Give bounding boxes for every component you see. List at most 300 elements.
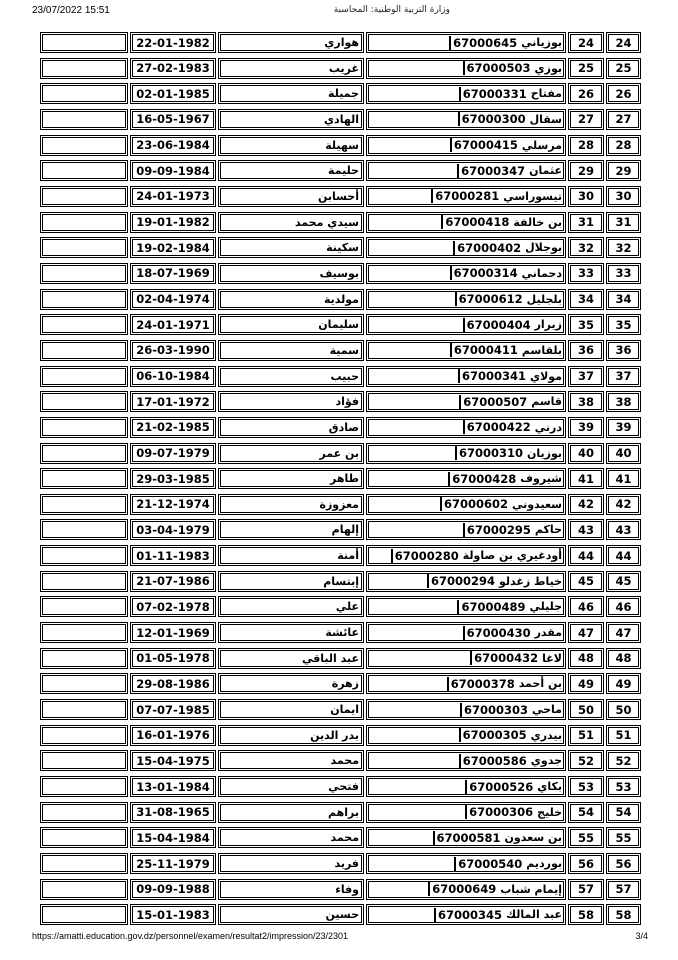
birth-date-cell: 18-07-1969 xyxy=(130,263,216,284)
row-number-cell: 50 xyxy=(606,699,641,720)
table-row xyxy=(40,877,641,903)
sequence-cell: 33 xyxy=(568,263,604,284)
birth-date-cell: 21-12-1974 xyxy=(130,494,216,515)
first-name-cell: فريد xyxy=(218,853,364,874)
sequence-cell: 43 xyxy=(568,519,604,540)
first-name-cell: وفاء xyxy=(218,879,364,900)
row-number-cell: 41 xyxy=(606,468,641,489)
last-name-cell xyxy=(366,83,566,104)
blank-cell xyxy=(40,289,128,310)
sequence-cell: 49 xyxy=(568,673,604,694)
blank-cell xyxy=(40,109,128,130)
first-name-cell: سيدي محمد xyxy=(218,212,364,233)
row-number-cell: 54 xyxy=(606,802,641,823)
candidate-code: 67000645 xyxy=(449,36,517,50)
birth-date-cell: 15-04-1975 xyxy=(130,750,216,771)
table-row xyxy=(40,107,641,133)
last-name-text: سقال xyxy=(529,112,562,126)
birth-date-cell: 01-05-1978 xyxy=(130,648,216,669)
first-name-cell: إلهام xyxy=(218,519,364,540)
birth-date-cell: 17-01-1972 xyxy=(130,391,216,412)
results-table xyxy=(40,30,641,928)
candidate-code: 67000489 xyxy=(457,600,525,614)
birth-date-cell: 16-05-1967 xyxy=(130,109,216,130)
table-row xyxy=(40,748,641,774)
sequence-cell: 44 xyxy=(568,545,604,566)
birth-date-cell: 15-01-1983 xyxy=(130,904,216,925)
blank-cell xyxy=(40,519,128,540)
sequence-cell: 32 xyxy=(568,237,604,258)
last-name-cell xyxy=(366,263,566,284)
row-number-cell: 31 xyxy=(606,212,641,233)
blank-cell xyxy=(40,340,128,361)
first-name-cell: محمد xyxy=(218,827,364,848)
blank-cell xyxy=(40,32,128,53)
last-name-cell xyxy=(366,212,566,233)
first-name-cell: أمنة xyxy=(218,545,364,566)
first-name-cell: سهيلة xyxy=(218,135,364,156)
table-row xyxy=(40,56,641,82)
table-row xyxy=(40,30,641,56)
table-row xyxy=(40,415,641,441)
last-name-cell xyxy=(366,391,566,412)
first-name-cell: جميلة xyxy=(218,83,364,104)
blank-cell xyxy=(40,802,128,823)
blank-cell xyxy=(40,494,128,515)
last-name-cell xyxy=(366,314,566,335)
birth-date-cell: 21-07-1986 xyxy=(130,571,216,592)
table-row xyxy=(40,825,641,851)
first-name-cell: بدر الدين xyxy=(218,725,364,746)
last-name-text: ماحي xyxy=(532,703,562,717)
last-name-text: بن خالفة xyxy=(513,215,562,229)
table-row xyxy=(40,723,641,749)
table-row xyxy=(40,697,641,723)
first-name-cell: بن عمر xyxy=(218,443,364,464)
row-number-cell: 38 xyxy=(606,391,641,412)
last-name-cell xyxy=(366,725,566,746)
row-number-cell: 51 xyxy=(606,725,641,746)
sequence-cell: 34 xyxy=(568,289,604,310)
blank-cell xyxy=(40,212,128,233)
last-name-text: بوزيان xyxy=(526,446,562,460)
blank-cell xyxy=(40,160,128,181)
sequence-cell: 52 xyxy=(568,750,604,771)
row-number-cell: 32 xyxy=(606,237,641,258)
birth-date-cell: 24-01-1973 xyxy=(130,186,216,207)
first-name-cell: مولدية xyxy=(218,289,364,310)
candidate-code: 67000540 xyxy=(454,857,522,871)
first-name-cell: هواري xyxy=(218,32,364,53)
candidate-code: 67000649 xyxy=(428,882,496,896)
table-row xyxy=(40,492,641,518)
sequence-cell: 40 xyxy=(568,443,604,464)
candidate-code: 67000306 xyxy=(465,805,533,819)
candidate-code: 67000411 xyxy=(450,343,518,357)
sequence-cell: 41 xyxy=(568,468,604,489)
row-number-cell: 36 xyxy=(606,340,641,361)
last-name-text: خياط زغدلو xyxy=(498,574,562,588)
sequence-cell: 36 xyxy=(568,340,604,361)
birth-date-cell: 19-02-1984 xyxy=(130,237,216,258)
table-row xyxy=(40,902,641,928)
row-number-cell: 48 xyxy=(606,648,641,669)
sequence-cell: 25 xyxy=(568,58,604,79)
candidate-code: 67000303 xyxy=(460,703,528,717)
candidate-code: 67000281 xyxy=(431,189,499,203)
birth-date-cell: 09-07-1979 xyxy=(130,443,216,464)
first-name-cell: سليمان xyxy=(218,314,364,335)
candidate-code: 67000507 xyxy=(459,395,527,409)
birth-date-cell: 29-08-1986 xyxy=(130,673,216,694)
table-row xyxy=(40,133,641,159)
last-name-text: مقدر xyxy=(534,626,562,640)
blank-cell xyxy=(40,58,128,79)
sequence-cell: 47 xyxy=(568,622,604,643)
sequence-cell: 31 xyxy=(568,212,604,233)
last-name-text: جليلي xyxy=(529,600,562,614)
sequence-cell: 27 xyxy=(568,109,604,130)
birth-date-cell: 31-08-1965 xyxy=(130,802,216,823)
last-name-cell xyxy=(366,340,566,361)
birth-date-cell: 16-01-1976 xyxy=(130,725,216,746)
first-name-cell: ايمان xyxy=(218,699,364,720)
first-name-cell: زهرة xyxy=(218,673,364,694)
last-name-text: إيمام شباب xyxy=(500,882,562,896)
row-number-cell: 34 xyxy=(606,289,641,310)
table-row xyxy=(40,517,641,543)
blank-cell xyxy=(40,571,128,592)
table-row xyxy=(40,441,641,467)
table-row xyxy=(40,338,641,364)
candidate-code: 67000314 xyxy=(450,266,518,280)
first-name-cell: سكينة xyxy=(218,237,364,258)
last-name-text: بورديم xyxy=(526,857,562,870)
row-number-cell: 55 xyxy=(606,827,641,848)
candidate-code: 67000378 xyxy=(447,677,515,691)
row-number-cell: 39 xyxy=(606,417,641,438)
blank-cell xyxy=(40,596,128,617)
blank-cell xyxy=(40,879,128,900)
row-number-cell: 37 xyxy=(606,366,641,387)
last-name-cell xyxy=(366,699,566,720)
blank-cell xyxy=(40,776,128,797)
birth-date-cell: 02-01-1985 xyxy=(130,83,216,104)
last-name-cell xyxy=(366,545,566,566)
table-row xyxy=(40,158,641,184)
sequence-cell: 37 xyxy=(568,366,604,387)
table-row xyxy=(40,774,641,800)
table-row xyxy=(40,184,641,210)
first-name-cell: حبيب xyxy=(218,366,364,387)
candidate-code: 67000402 xyxy=(453,241,521,255)
last-name-cell xyxy=(366,135,566,156)
sequence-cell: 45 xyxy=(568,571,604,592)
row-number-cell: 28 xyxy=(606,135,641,156)
blank-cell xyxy=(40,186,128,207)
sequence-cell: 48 xyxy=(568,648,604,669)
row-number-cell: 40 xyxy=(606,443,641,464)
table-row xyxy=(40,210,641,236)
first-name-cell: غريب xyxy=(218,58,364,79)
birth-date-cell: 01-11-1983 xyxy=(130,545,216,566)
sequence-cell: 39 xyxy=(568,417,604,438)
row-number-cell: 25 xyxy=(606,58,641,79)
sequence-cell: 50 xyxy=(568,699,604,720)
birth-date-cell: 15-04-1984 xyxy=(130,827,216,848)
first-name-cell: عائشة xyxy=(218,622,364,643)
page-number: 3/4 xyxy=(635,931,648,941)
last-name-cell xyxy=(366,853,566,874)
last-name-text: جدوي xyxy=(530,754,562,768)
candidate-code: 67000602 xyxy=(440,497,508,511)
print-datetime: 23/07/2022 15:51 xyxy=(32,5,110,16)
page-url: https://amatti.education.gov.dz/personnel/examen/resultat2/impression/23/2301 xyxy=(32,931,349,941)
candidate-code: 67000612 xyxy=(455,292,523,306)
birth-date-cell: 23-06-1984 xyxy=(130,135,216,156)
birth-date-cell: 26-03-1990 xyxy=(130,340,216,361)
table-row xyxy=(40,261,641,287)
table-row xyxy=(40,800,641,826)
last-name-text: زيرار xyxy=(534,318,562,332)
blank-cell xyxy=(40,263,128,284)
candidate-code: 67000422 xyxy=(463,420,531,434)
row-number-cell: 33 xyxy=(606,263,641,284)
first-name-cell: أحسابن xyxy=(218,186,364,207)
birth-date-cell: 27-02-1983 xyxy=(130,58,216,79)
last-name-cell xyxy=(366,571,566,592)
candidate-code: 67000305 xyxy=(459,728,527,742)
table-row xyxy=(40,81,641,107)
last-name-cell xyxy=(366,596,566,617)
candidate-code: 67000428 xyxy=(448,472,516,486)
blank-cell xyxy=(40,673,128,694)
candidate-code: 67000300 xyxy=(458,112,526,126)
blank-cell xyxy=(40,699,128,720)
candidate-code: 67000347 xyxy=(457,164,525,178)
first-name-cell: سمية xyxy=(218,340,364,361)
last-name-text: بكاي xyxy=(537,780,562,794)
last-name-text: قاسم xyxy=(531,395,562,409)
blank-cell xyxy=(40,725,128,746)
table-row xyxy=(40,620,641,646)
candidate-code: 67000581 xyxy=(433,831,501,845)
candidate-code: 67000586 xyxy=(459,754,527,768)
last-name-text: دحماني xyxy=(521,266,562,280)
row-number-cell: 52 xyxy=(606,750,641,771)
table-row xyxy=(40,235,641,261)
first-name-cell: صادق xyxy=(218,417,364,438)
first-name-cell: علي xyxy=(218,596,364,617)
table-row xyxy=(40,364,641,390)
row-number-cell: 30 xyxy=(606,186,641,207)
blank-cell xyxy=(40,83,128,104)
birth-date-cell: 07-02-1978 xyxy=(130,596,216,617)
row-number-cell: 47 xyxy=(606,622,641,643)
table-row xyxy=(40,466,641,492)
blank-cell xyxy=(40,750,128,771)
blank-cell xyxy=(40,443,128,464)
sequence-cell: 30 xyxy=(568,186,604,207)
last-name-text: لاغا xyxy=(542,651,562,665)
blank-cell xyxy=(40,545,128,566)
birth-date-cell: 06-10-1984 xyxy=(130,366,216,387)
blank-cell xyxy=(40,468,128,489)
row-number-cell: 57 xyxy=(606,879,641,900)
row-number-cell: 44 xyxy=(606,545,641,566)
last-name-text: بن سعدون xyxy=(504,831,562,845)
birth-date-cell: 12-01-1969 xyxy=(130,622,216,643)
birth-date-cell: 07-07-1985 xyxy=(130,699,216,720)
blank-cell xyxy=(40,135,128,156)
table-row xyxy=(40,312,641,338)
candidate-code: 67000294 xyxy=(427,574,495,588)
last-name-text: بلقاسم xyxy=(521,343,562,357)
row-number-cell: 26 xyxy=(606,83,641,104)
last-name-cell xyxy=(366,622,566,643)
last-name-cell xyxy=(366,879,566,900)
last-name-cell xyxy=(366,648,566,669)
first-name-cell: فؤاد xyxy=(218,391,364,412)
last-name-cell xyxy=(366,673,566,694)
last-name-cell xyxy=(366,776,566,797)
last-name-cell xyxy=(366,904,566,925)
blank-cell xyxy=(40,853,128,874)
last-name-text: مرسلي xyxy=(521,138,562,152)
last-name-text: مولاي xyxy=(530,369,562,383)
row-number-cell: 56 xyxy=(606,853,641,874)
candidate-code: 67000526 xyxy=(465,780,533,794)
last-name-text: بن أحمد xyxy=(518,677,562,691)
print-footer xyxy=(0,931,678,945)
table-row xyxy=(40,389,641,415)
blank-cell xyxy=(40,391,128,412)
print-title: وزارة التربية الوطنية: المحاسبة xyxy=(333,5,450,15)
table-row xyxy=(40,594,641,620)
candidate-code: 67000430 xyxy=(463,626,531,640)
sequence-cell: 35 xyxy=(568,314,604,335)
last-name-cell xyxy=(366,750,566,771)
last-name-text: شيروف xyxy=(520,472,562,486)
first-name-cell: حسين xyxy=(218,904,364,925)
birth-date-cell: 09-09-1988 xyxy=(130,879,216,900)
last-name-cell xyxy=(366,109,566,130)
row-number-cell: 46 xyxy=(606,596,641,617)
last-name-cell xyxy=(366,186,566,207)
table-row xyxy=(40,671,641,697)
sequence-cell: 24 xyxy=(568,32,604,53)
birth-date-cell: 02-04-1974 xyxy=(130,289,216,310)
last-name-text: حاكم xyxy=(534,523,562,537)
sequence-cell: 38 xyxy=(568,391,604,412)
row-number-cell: 24 xyxy=(606,32,641,53)
table-row xyxy=(40,646,641,672)
birth-date-cell: 29-03-1985 xyxy=(130,468,216,489)
row-number-cell: 42 xyxy=(606,494,641,515)
last-name-text: درني xyxy=(534,420,562,434)
birth-date-cell: 03-04-1979 xyxy=(130,519,216,540)
last-name-text: سعيدوني xyxy=(512,497,562,511)
table-row xyxy=(40,851,641,877)
table-row xyxy=(40,569,641,595)
last-name-cell xyxy=(366,443,566,464)
row-number-cell: 45 xyxy=(606,571,641,592)
row-number-cell: 43 xyxy=(606,519,641,540)
last-name-cell xyxy=(366,494,566,515)
last-name-cell xyxy=(366,160,566,181)
first-name-cell: معزوزة xyxy=(218,494,364,515)
last-name-text: بلجليل xyxy=(526,292,562,306)
last-name-text: تيسوراسي xyxy=(503,189,562,203)
birth-date-cell: 22-01-1982 xyxy=(130,32,216,53)
sequence-cell: 28 xyxy=(568,135,604,156)
sequence-cell: 26 xyxy=(568,83,604,104)
last-name-cell xyxy=(366,468,566,489)
sequence-cell: 42 xyxy=(568,494,604,515)
first-name-cell: بوسيف xyxy=(218,263,364,284)
birth-date-cell: 25-11-1979 xyxy=(130,853,216,874)
candidate-code: 67000280 xyxy=(391,549,459,563)
last-name-cell xyxy=(366,289,566,310)
last-name-text: بوزياني xyxy=(521,36,562,49)
last-name-cell xyxy=(366,802,566,823)
table-row xyxy=(40,287,641,313)
blank-cell xyxy=(40,904,128,925)
blank-cell xyxy=(40,622,128,643)
blank-cell xyxy=(40,417,128,438)
sequence-cell: 58 xyxy=(568,904,604,925)
row-number-cell: 27 xyxy=(606,109,641,130)
last-name-cell xyxy=(366,827,566,848)
row-number-cell: 53 xyxy=(606,776,641,797)
row-number-cell: 29 xyxy=(606,160,641,181)
candidate-code: 67000310 xyxy=(455,446,523,460)
candidate-code: 67000415 xyxy=(450,138,518,152)
candidate-code: 67000295 xyxy=(463,523,531,537)
first-name-cell: براهم xyxy=(218,802,364,823)
last-name-text: عثمان xyxy=(529,164,562,178)
sequence-cell: 56 xyxy=(568,853,604,874)
sequence-cell: 55 xyxy=(568,827,604,848)
last-name-text: أودغيري بن صاولة xyxy=(462,549,562,563)
birth-date-cell: 09-09-1984 xyxy=(130,160,216,181)
birth-date-cell: 13-01-1984 xyxy=(130,776,216,797)
sequence-cell: 53 xyxy=(568,776,604,797)
birth-date-cell: 19-01-1982 xyxy=(130,212,216,233)
sequence-cell: 29 xyxy=(568,160,604,181)
birth-date-cell: 21-02-1985 xyxy=(130,417,216,438)
blank-cell xyxy=(40,648,128,669)
first-name-cell: حليمة xyxy=(218,160,364,181)
first-name-cell: عبد الباقي xyxy=(218,648,364,669)
first-name-cell: فتحي xyxy=(218,776,364,797)
candidate-code: 67000341 xyxy=(458,369,526,383)
row-number-cell: 58 xyxy=(606,904,641,925)
last-name-cell xyxy=(366,32,566,53)
last-name-text: مفتاح xyxy=(530,87,562,101)
last-name-cell xyxy=(366,519,566,540)
blank-cell xyxy=(40,314,128,335)
blank-cell xyxy=(40,366,128,387)
sequence-cell: 46 xyxy=(568,596,604,617)
last-name-cell xyxy=(366,58,566,79)
print-header xyxy=(0,5,678,21)
first-name-cell: إبتسام xyxy=(218,571,364,592)
candidate-code: 67000418 xyxy=(441,215,509,229)
first-name-cell: طاهر xyxy=(218,468,364,489)
row-number-cell: 49 xyxy=(606,673,641,694)
blank-cell xyxy=(40,827,128,848)
